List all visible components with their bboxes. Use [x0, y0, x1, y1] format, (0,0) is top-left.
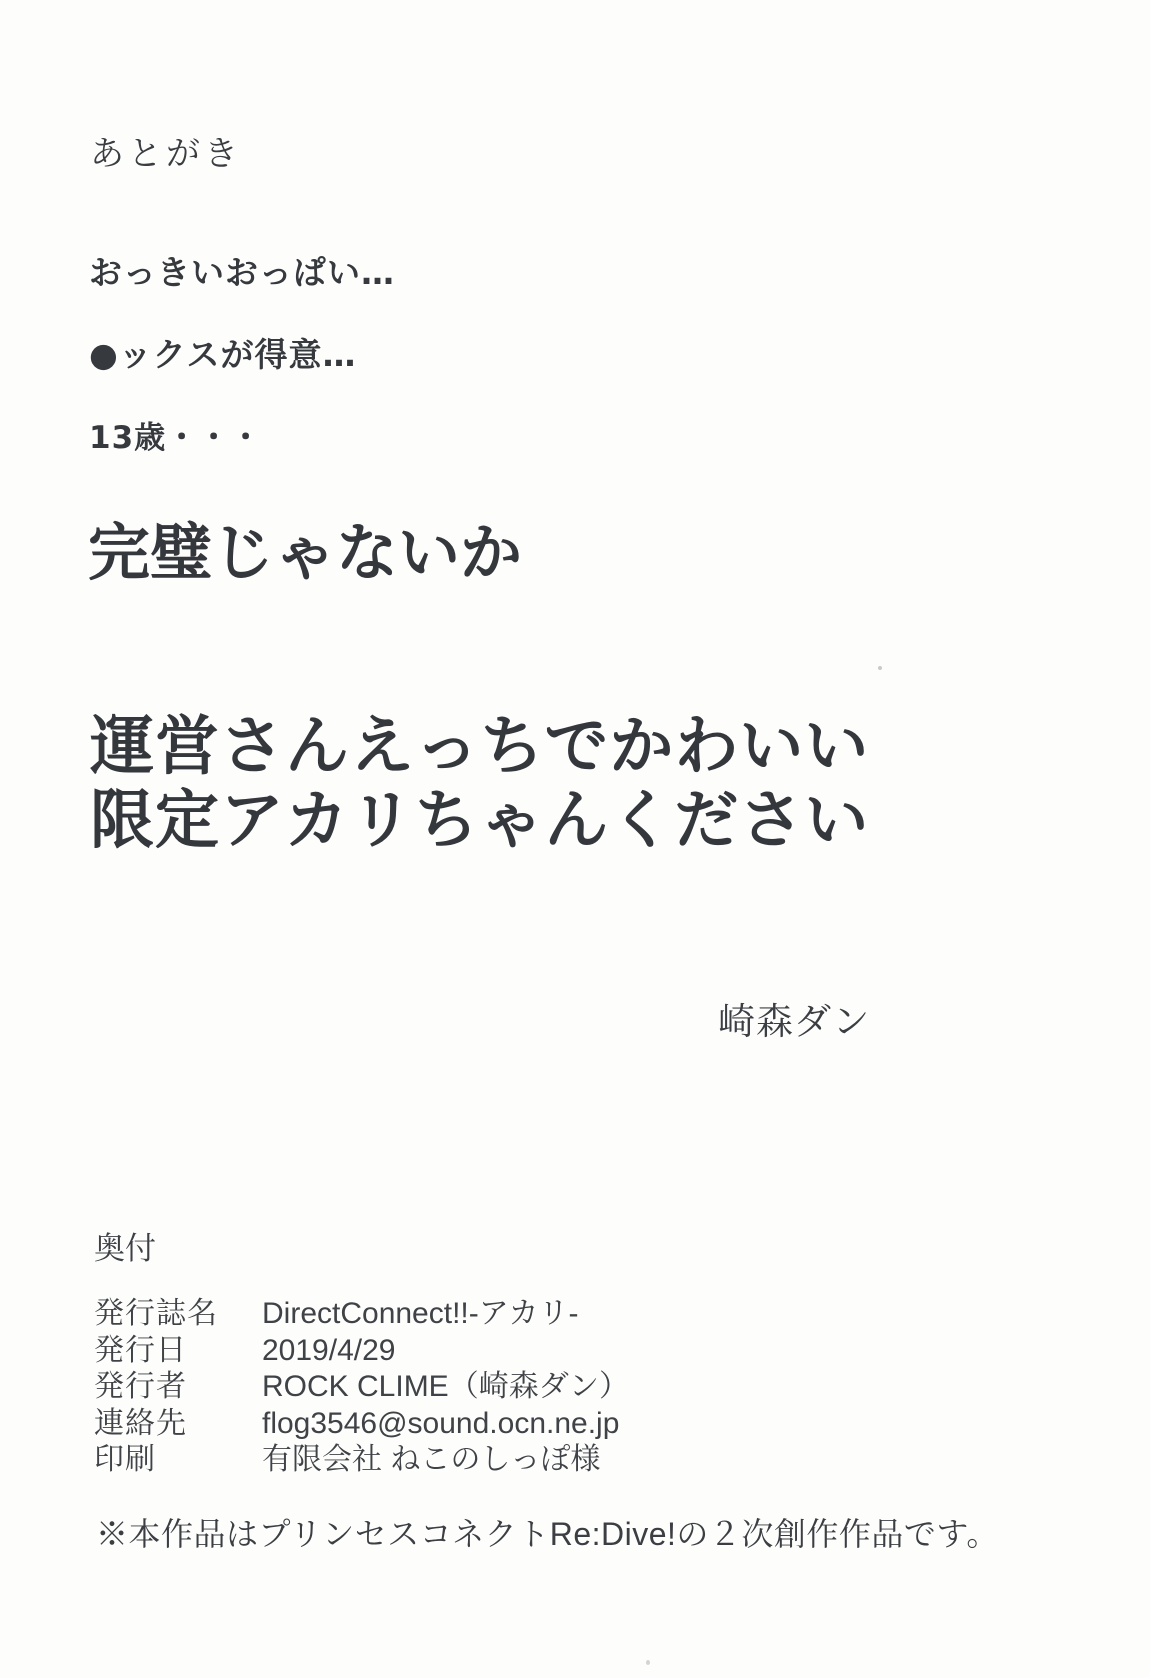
afterword-title: あとがき [90, 134, 242, 174]
scan-speckle [646, 1660, 650, 1665]
musing-line-age: 13歳・・・ [89, 420, 263, 456]
colophon-label: 発行誌名 [94, 1297, 218, 1330]
request-line-2: 限定アカリちゃんください [90, 784, 870, 858]
colophon-row-contact [94, 1406, 629, 1443]
colophon-value-contact-email: flog3546@sound.ocn.ne.jp [262, 1406, 620, 1440]
colophon-row-publisher [94, 1369, 629, 1406]
colophon-label: 印刷 [94, 1443, 156, 1476]
colophon-row-printer [94, 1442, 629, 1479]
request-headline [90, 710, 869, 858]
colophon-label: 連絡先 [94, 1406, 187, 1440]
colophon-value-publisher: ROCK CLIME（崎森ダン） [262, 1370, 629, 1403]
author-signature: 崎森ダン [718, 1000, 871, 1043]
colophon-label: 発行日 [94, 1333, 187, 1367]
musing-line-breasts: おっきいおっぱい… [89, 253, 395, 292]
musing-line-censored: ●ックスが得意… [89, 335, 357, 374]
derivative-work-disclaimer: ※本作品はプリンセスコネクトRe:Dive!の２次創作作品です。 [96, 1516, 999, 1552]
colophon-title: 奥付 [94, 1231, 156, 1266]
punchline-text: 完璧じゃないか [88, 516, 523, 589]
colophon-row-publication-name [94, 1296, 629, 1333]
colophon-value-publication-name: DirectConnect!!-アカリ- [262, 1297, 579, 1330]
colophon-row-publication-date [94, 1333, 629, 1370]
colophon-value-printer: 有限会社 ねこのしっぽ様 [262, 1443, 601, 1476]
scan-speckle [878, 666, 882, 670]
colophon-value-publication-date: 2019/4/29 [262, 1333, 396, 1367]
request-line-1: 運営さんえっちでかわいい [90, 710, 870, 784]
colophon-table [94, 1296, 629, 1479]
colophon-label: 発行者 [94, 1370, 187, 1403]
